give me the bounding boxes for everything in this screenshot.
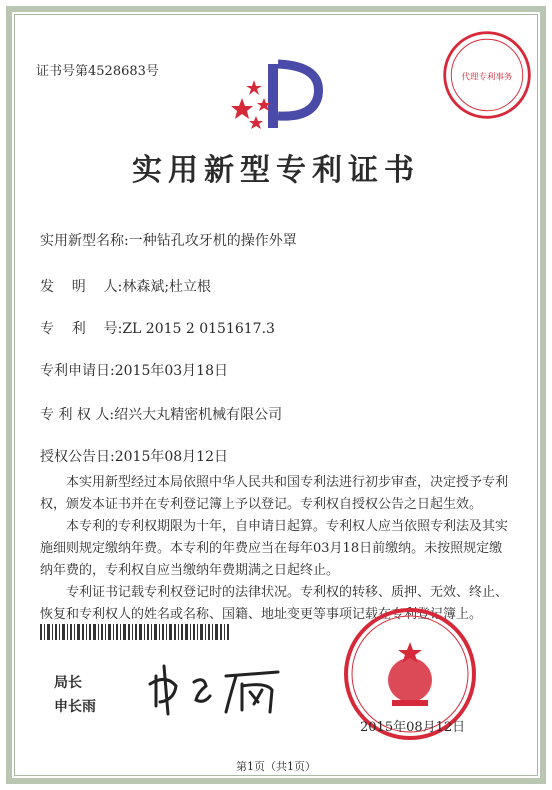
field-announcement-date	[40, 446, 228, 466]
field-label: 发 明 人:	[40, 279, 123, 295]
director-name: 申长雨	[54, 699, 96, 715]
field-inventor	[40, 276, 211, 296]
field-label: 专 利 权 人:	[40, 407, 115, 423]
body-paragraph: 本实用新型经过本局依照中华人民共和国专利法进行初步审查，决定授予专利权，颁发本证书并在专利登记簿上予以登记。专利权自授权公告之日起生效。	[40, 475, 509, 512]
handwritten-signature	[146, 656, 286, 716]
body-paragraph: 专利证书记载专利权登记时的法律状况。专利权的转移、质押、无效、终止、恢复和专利权人的姓名或名称、国籍、地址变更等事项记载在专利登记簿上。	[40, 585, 509, 622]
field-value: 一种钻孔攻牙机的操作外罩	[128, 233, 297, 249]
field-value: 绍兴大丸精密机械有限公司	[114, 407, 283, 423]
issue-date: 2015年08月12日	[360, 720, 466, 735]
field-label: 专利申请日:	[40, 363, 115, 379]
certificate-body	[40, 472, 510, 626]
field-label: 授权公告日:	[40, 449, 115, 465]
field-utility-name	[40, 230, 297, 250]
page-footer: 第1页（共1页）	[236, 760, 316, 773]
field-application-date	[40, 360, 228, 380]
field-value: ZL 2015 2 0151617.3	[122, 321, 275, 337]
certificate-title: 实用新型专利证书	[132, 153, 420, 188]
field-patentee	[40, 404, 282, 424]
field-label: 专 利 号:	[40, 321, 123, 337]
director-title: 局长	[54, 675, 82, 691]
body-paragraph: 本专利的专利权期限为十年，自申请日起算。专利权人应当依照专利法及其实施细则规定缴纳年费。本专利的年费应当在每年03月18日前缴纳。未按照规定缴纳年费的，专利权自应当缴纳年费期满之日起终止。	[40, 519, 509, 578]
agency-seal-center: 代理专利事务	[461, 71, 513, 82]
patent-office-logo	[228, 58, 328, 140]
field-patent-number	[40, 318, 275, 338]
field-value: 2015年03月18日	[114, 363, 228, 379]
certificate-number: 证书号第4528683号	[36, 64, 159, 79]
field-value: 林森斌;杜立根	[122, 279, 212, 295]
agency-seal	[440, 28, 534, 122]
field-label: 实用新型名称:	[40, 233, 129, 249]
field-value: 2015年08月12日	[114, 449, 228, 465]
barcode	[40, 624, 230, 640]
